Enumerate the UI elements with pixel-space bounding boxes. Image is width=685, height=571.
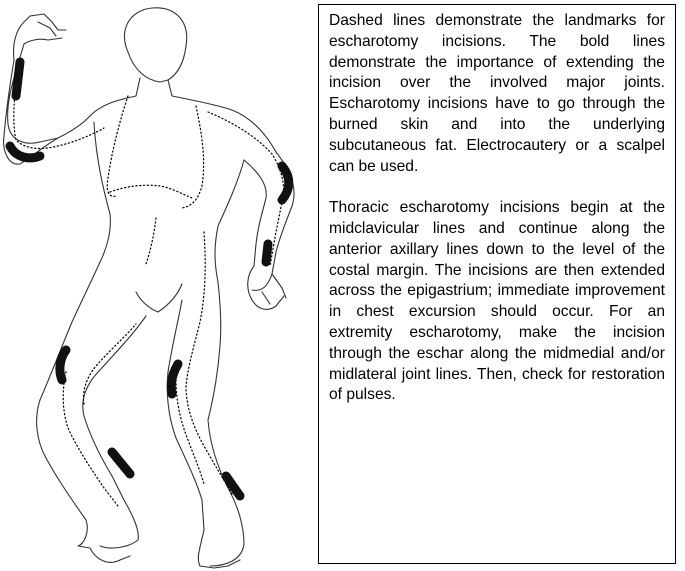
right-leg-dashed-line <box>186 232 232 494</box>
left-knee-bold-line <box>60 350 66 380</box>
right-hand-outline <box>248 266 286 309</box>
caption-paragraph-1: Dashed lines demonstrate the landmarks for escharotomy incisions. The bold lines demonstrate the importance of extending the incision over the involved major joints. Escharotomy incisions have to go through the burned skin and into the underlying subcutaneous fat. Electrocautery or a scalpel can be used. <box>329 12 665 175</box>
left-leg-outline <box>37 316 146 548</box>
dashed-incision-lines <box>14 70 284 506</box>
escharotomy-figure <box>0 0 318 571</box>
body-outline <box>4 8 294 568</box>
hips-outline <box>40 262 221 420</box>
left-ankle-bold-line <box>112 452 130 474</box>
torso-outline <box>40 78 276 282</box>
right-knee-bold-line <box>171 364 178 394</box>
feet-outline <box>90 548 240 568</box>
caption-box <box>318 4 676 564</box>
right-elbow-bold-line <box>282 166 289 200</box>
left-forearm-bold-line <box>16 62 20 96</box>
left-leg-dashed-line <box>63 324 136 506</box>
caption-paragraph-2: Thoracic escharotomy incisions begin at the midclavicular lines and continue along the anterior axillary lines down to the level of the costal margin. The incisions are then extended across the epigastrium; immediate improvement in chest excursion should occur. For an extremity escharotomy, make the incision through the eschar along the midmedial and/or midlateral joint lines. Then, check for restoration of pulses. <box>329 199 665 404</box>
right-leg-outline <box>167 300 244 566</box>
right-wrist-bold-line <box>266 244 268 262</box>
body-diagram <box>0 0 318 571</box>
bold-joint-incisions <box>10 62 289 496</box>
right-ankle-bold-line <box>226 476 240 496</box>
left-chest-dashed-line <box>107 96 128 196</box>
left-arm-dashed-line <box>14 70 104 148</box>
epigastric-dashed-line <box>110 185 192 198</box>
right-chest-dashed-line <box>182 106 204 208</box>
left-flank-dashed-line <box>146 218 156 264</box>
head-outline <box>124 8 186 82</box>
